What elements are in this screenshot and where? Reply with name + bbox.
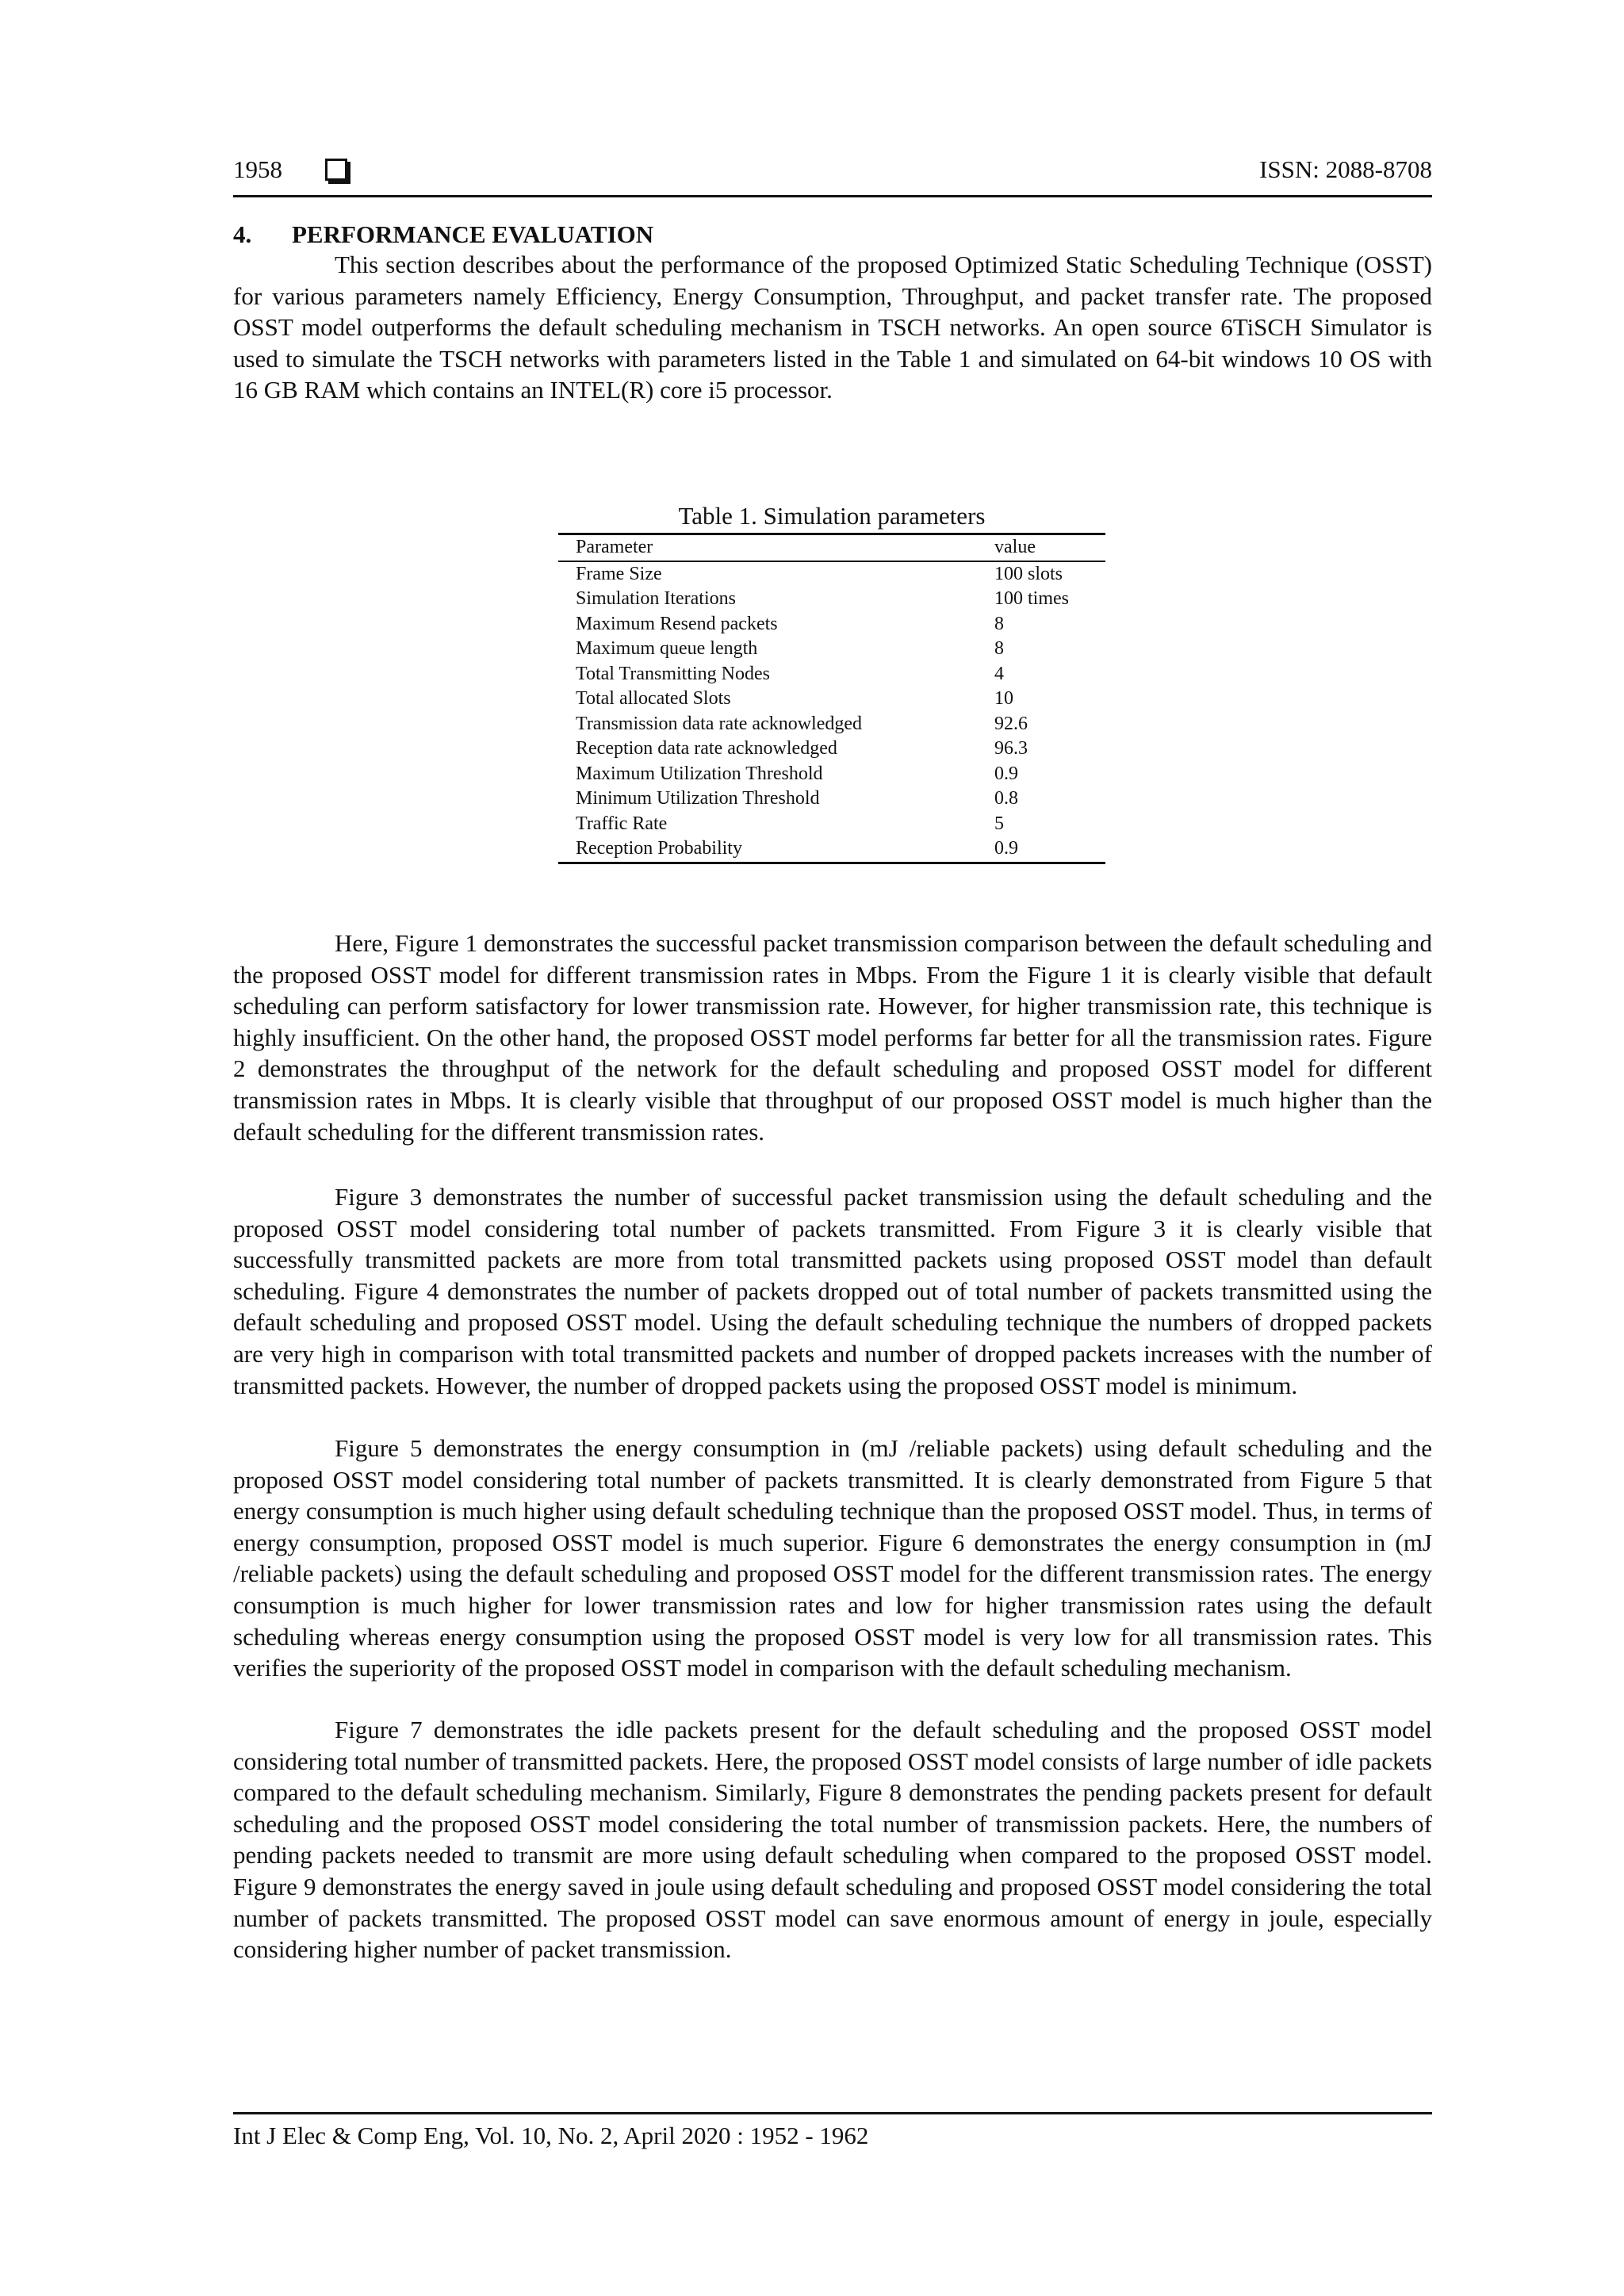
table-cell-value: 100 times [994, 588, 1069, 609]
table-row [558, 587, 1105, 612]
table-cell-parameter: Transmission data rate acknowledged [576, 713, 863, 734]
issn: ISSN: 2088-8708 [1259, 155, 1432, 183]
table-cell-parameter: Minimum Utilization Threshold [576, 788, 820, 809]
table-cell-value: 92.6 [994, 713, 1028, 734]
box-icon [325, 159, 347, 181]
table-row [558, 712, 1105, 737]
table-cell-parameter: Reception data rate acknowledged [576, 738, 837, 759]
table-row [558, 737, 1105, 762]
body-paragraph-4: Figure 7 demonstrates the idle packets present for the default scheduling and the proposed OSST model considering total number of transmitted packets. Here, the proposed OSST model consists of large number of idle packets compared to the default scheduling mechanism. Similarly, Figure 8 demonstrates the pending packets present for default scheduling and the proposed OSST model considering the total number of transmission packets. Here, the numbers of pending packets needed to transmit are more using default scheduling when compared to the proposed OSST model. Figure 9 demonstrates the energy saved in joule using default scheduling and proposed OSST model considering the total number of packets transmitted. The proposed OSST model can save enormous amount of energy in joule, especially considering higher number of packet transmission. [233, 1716, 1432, 1964]
table-cell-value: 5 [994, 813, 1004, 834]
footer-divider [233, 2112, 1432, 2114]
table-row [558, 812, 1105, 837]
table-cell-value: 100 slots [994, 563, 1063, 584]
table-row [558, 561, 1105, 587]
body-paragraph-2: Figure 3 demonstrates the number of successful packet transmission using the default scheduling and the proposed OSST model considering total number of packets transmitted. From Figure 3 it is clearly visible that successfully transmitted packets are more from total transmitted packets using proposed OSST model than default scheduling. Figure 4 demonstrates the number of packets dropped out of total number of packets transmitted using the default scheduling and proposed OSST model. Using the default scheduling technique the numbers of dropped packets are very high in comparison with total transmitted packets and number of dropped packets increases with the number of transmitted packets. However, the number of dropped packets using the proposed OSST model is minimum. [233, 1183, 1432, 1399]
section-heading [233, 219, 653, 251]
table-row [558, 612, 1105, 637]
section-number: 4. [233, 220, 252, 248]
table-header-parameter: Parameter [576, 537, 653, 557]
page-number: 1958 [233, 155, 282, 183]
table-cell-parameter: Maximum queue length [576, 638, 758, 659]
table-cell-parameter: Total Transmitting Nodes [576, 663, 771, 684]
section-title: PERFORMANCE EVALUATION [292, 220, 654, 248]
table-header-row [558, 534, 1105, 561]
page-header [233, 155, 1432, 190]
table-row [558, 762, 1105, 787]
table-cell-parameter: Reception Probability [576, 838, 742, 859]
table-cell-value: 0.9 [994, 838, 1018, 859]
table-cell-value: 8 [994, 638, 1004, 659]
table-cell-parameter: Total allocated Slots [576, 688, 731, 709]
table-cell-parameter: Maximum Resend packets [576, 613, 778, 634]
table-header-value: value [994, 537, 1036, 557]
table-cell-value: 0.9 [994, 763, 1018, 784]
table-cell-parameter: Maximum Utilization Threshold [576, 763, 823, 784]
table-cell-value: 0.8 [994, 788, 1018, 809]
body-paragraph-1: Here, Figure 1 demonstrates the successful packet transmission comparison between the default scheduling and the proposed OSST model for different transmission rates in Mbps. From the Figure 1 it is clearly visible that default scheduling can perform satisfactory for lower transmission rate. However, for higher transmission rate, this technique is highly insufficient. On the other hand, the proposed OSST model performs far better for all the transmission rates. Figure 2 demonstrates the throughput of the network for the default scheduling and proposed OSST model for different transmission rates in Mbps. It is clearly visible that throughput of our proposed OSST model is much higher than the default scheduling for the different transmission rates. [233, 929, 1432, 1146]
table-cell-value: 10 [994, 688, 1013, 709]
intro-paragraph: This section describes about the performance of the proposed Optimized Static Scheduling Technique (OSST) for various parameters namely Efficiency, Energy Consumption, Throughput, and packet transfer rate. The proposed OSST model outperforms the default scheduling mechanism in TSCH networks. An open source 6TiSCH Simulator is used to simulate the TSCH networks with parameters listed in the Table 1 and simulated on 64-bit windows 10 OS with 16 GB RAM which contains an INTEL(R) core i5 processor. [233, 251, 1432, 404]
table-cell-parameter: Traffic Rate [576, 813, 668, 834]
table-row [558, 836, 1105, 863]
table-row [558, 687, 1105, 712]
simulation-parameters-table [558, 533, 1105, 864]
body-paragraph-3: Figure 5 demonstrates the energy consumption in (mJ /reliable packets) using default scheduling and the proposed OSST model considering total number of packets transmitted. It is clearly demonstrated from Figure 5 that energy consumption is much higher using default scheduling technique than the proposed OSST model. Thus, in terms of energy consumption, proposed OSST model is much superior. Figure 6 demonstrates the energy consumption in (mJ /reliable packets) using the default scheduling and proposed OSST model for the different transmission rates. The energy consumption is much higher for lower transmission rates and low for higher transmission rates using the default scheduling whereas energy consumption using the proposed OSST model is very low for all transmission rates. This verifies the superiority of the proposed OSST model in comparison with the default scheduling mechanism. [233, 1434, 1432, 1682]
table-row [558, 786, 1105, 812]
header-divider [233, 195, 1432, 197]
table-caption: Table 1. Simulation parameters [678, 502, 986, 530]
table-cell-parameter: Simulation Iterations [576, 588, 736, 609]
table-cell-value: 4 [994, 663, 1004, 684]
table-row [558, 662, 1105, 687]
table-cell-value: 8 [994, 613, 1004, 634]
table-cell-value: 96.3 [994, 738, 1028, 759]
table-cell-parameter: Frame Size [576, 563, 662, 584]
footer-citation: Int J Elec & Comp Eng, Vol. 10, No. 2, April 2020 : 1952 - 1962 [233, 2122, 869, 2149]
table-row [558, 637, 1105, 662]
